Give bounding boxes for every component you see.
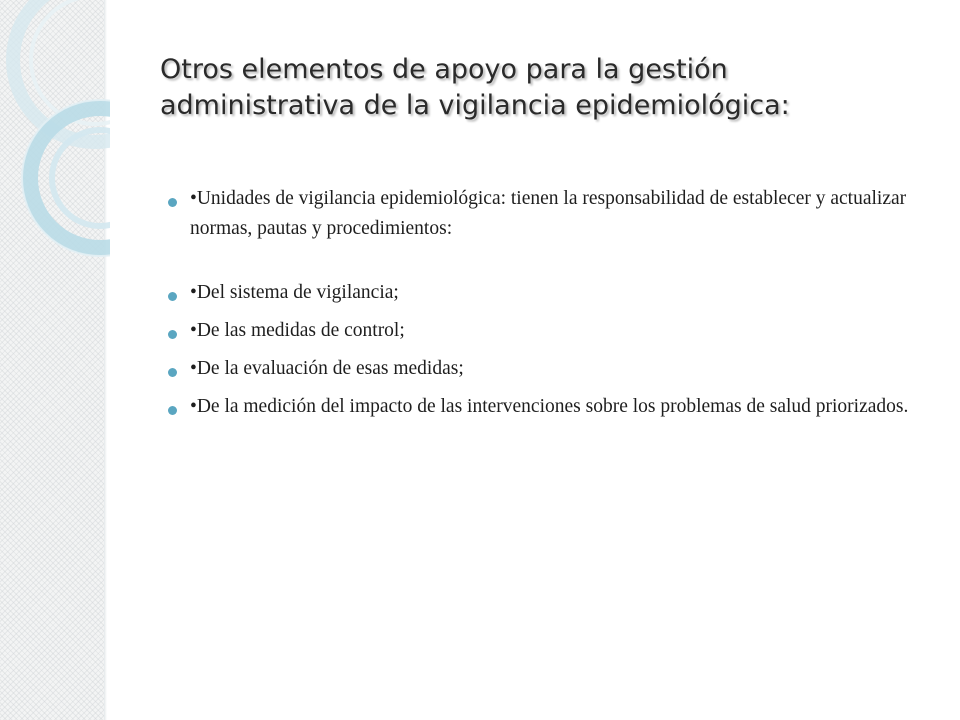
bullet-text: •De la medición del impacto de las intervenciones sobre los problemas de salud priorizados. <box>190 396 909 417</box>
bullet-item <box>166 392 926 422</box>
bullet-item <box>166 354 926 384</box>
bullet-text: •Del sistema de vigilancia; <box>190 282 399 303</box>
title-line-1: Otros elementos de apoyo para la gestión <box>160 54 728 85</box>
bullet-marker-icon <box>168 330 177 339</box>
title-line-2: administrativa de la vigilancia epidemiológica: <box>160 90 790 121</box>
bullet-marker-icon <box>168 406 177 415</box>
bullet-text: •De la evaluación de esas medidas; <box>190 358 464 379</box>
bullet-marker-icon <box>168 198 177 207</box>
decorative-rings-graphic <box>0 0 110 320</box>
bullet-list <box>166 180 926 422</box>
slide-title <box>160 52 920 124</box>
bullet-text: •Unidades de vigilancia epidemiológica: tienen la responsabilidad de establecer y actualizar normas, pautas y procedimientos: <box>190 188 907 239</box>
bullet-item <box>166 184 926 244</box>
bullet-marker-icon <box>168 368 177 377</box>
bullet-item <box>166 278 926 308</box>
bullet-text: •De las medidas de control; <box>190 320 405 341</box>
bullet-marker-icon <box>168 292 177 301</box>
bullet-item <box>166 316 926 346</box>
